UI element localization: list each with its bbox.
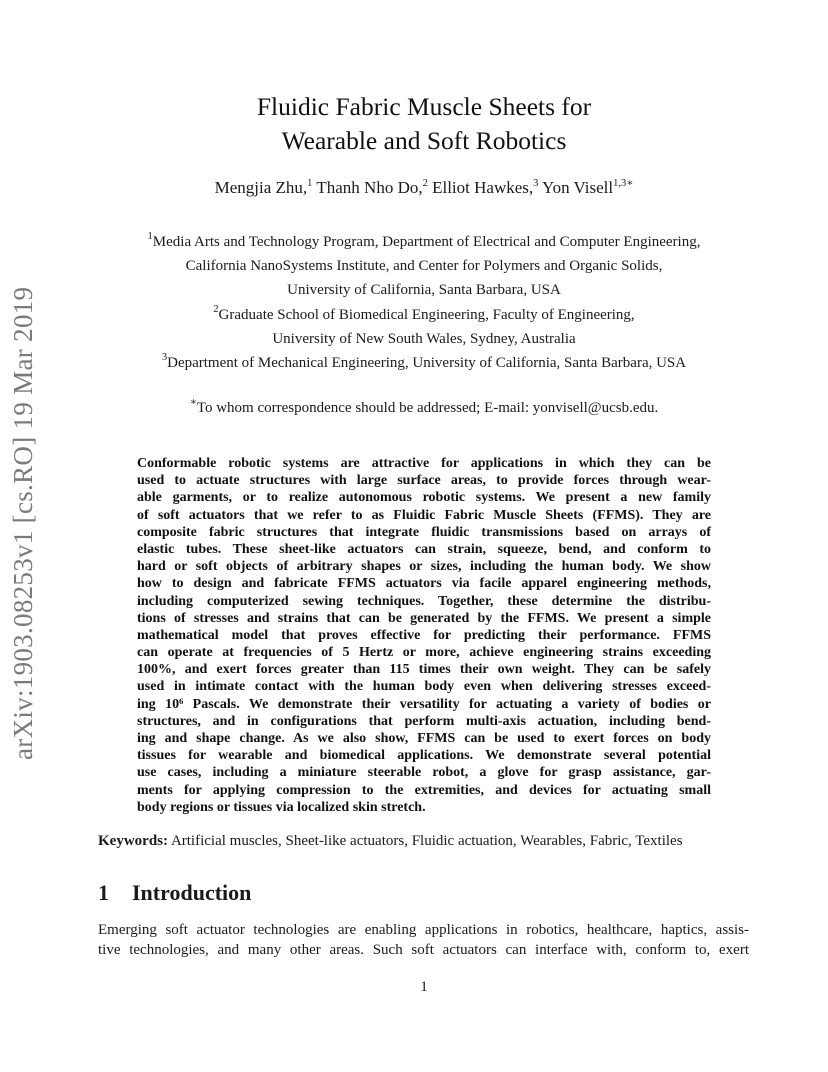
affiliation-line	[0, 230, 828, 254]
affiliation-text: University of California, Santa Barbara, USA	[287, 282, 561, 299]
intro-line: Emerging soft actuator technologies are enabling applications in robotics, healthcare, haptics, assis-	[98, 922, 749, 938]
page-number: 1	[420, 979, 428, 995]
abstract-line: tissues for wearable and biomedical applications. We demonstrate several potential	[137, 748, 711, 764]
affiliation-line	[0, 278, 828, 302]
correspondence-note	[0, 397, 828, 417]
abstract-line: ing 10⁶ Pascals. We demonstrate their versatility for actuating a variety of bodies or	[137, 696, 711, 712]
section-heading	[98, 880, 251, 906]
intro-paragraph	[98, 920, 749, 960]
author-name: Mengjia Zhu,	[214, 178, 308, 197]
affiliation-line	[0, 327, 828, 351]
affiliation-line	[0, 254, 828, 278]
abstract-line: elastic tubes. These sheet-like actuators can strain, squeeze, bend, and conform to	[137, 541, 711, 557]
affiliation-sup: 2	[213, 303, 219, 315]
title-line-1: Fluidic Fabric Muscle Sheets for	[256, 92, 592, 121]
abstract-line: of soft actuators that we refer to as Fluidic Fabric Muscle Sheets (FFMS). They are	[137, 507, 711, 523]
section-title: Introduction	[132, 880, 252, 905]
keywords-text: Artificial muscles, Sheet-like actuators, Fluidic actuation, Wearables, Fabric, Textiles	[170, 833, 683, 849]
affiliation-line	[0, 303, 828, 327]
affiliation-sup: 3	[161, 352, 168, 364]
author-affil-sup: 3	[533, 178, 539, 189]
paper-title	[0, 90, 828, 158]
abstract-line: used in intimate contact with the human body even when delivering stresses exceed-	[137, 679, 711, 695]
author-name: Yon Visell	[542, 178, 614, 197]
abstract-line: able garments, or to realize autonomous robotic systems. We present a new family	[137, 490, 711, 506]
abstract-line: ing and shape change. As we also show, FFMS can be used to exert forces on body	[137, 731, 711, 746]
abstract-line: how to design and fabricate FFMS actuators via facile apparel engineering methods,	[137, 576, 711, 592]
abstract-line: hard or soft objects of arbitrary shapes or sizes, including the human body. We show	[137, 559, 711, 575]
abstract-line: tions of stresses and strains that can be generated by the FFMS. We present a simple	[137, 610, 711, 626]
correspondence-text: To whom correspondence should be addressed; E-mail: yonvisell@ucsb.edu.	[196, 400, 659, 416]
affiliation-text: University of New South Wales, Sydney, Australia	[272, 330, 576, 347]
keywords	[98, 833, 683, 850]
author-name: Thanh Nho Do,	[316, 178, 423, 197]
abstract-line: Conformable robotic systems are attractive for applications in which they can be	[137, 456, 711, 471]
abstract-line: including computerized sewing techniques. Together, these determine the distribu-	[137, 593, 711, 609]
affiliation-text: Graduate School of Biomedical Engineering, Faculty of Engineering,	[218, 306, 635, 323]
abstract-line: ments for applying compression to the extremities, and devices for actuating small	[137, 782, 711, 798]
correspondence-sup: ∗	[189, 397, 197, 408]
arxiv-identifier-stamp: arXiv:1903.08253v1 [cs.RO] 19 Mar 2019	[8, 286, 38, 760]
affiliation-text: California NanoSystems Institute, and Center for Polymers and Organic Solids,	[185, 258, 663, 275]
abstract-line: structures, and in configurations that perform multi-axis actuation, including bend-	[137, 713, 711, 729]
abstract-line: can operate at frequencies of 5 Hertz or more, achieve engineering strains exceeding	[137, 645, 711, 661]
abstract-line: composite fabric structures that integrate fluidic transmissions based on arrays of	[137, 524, 711, 540]
author-affil-sup: 1	[307, 178, 313, 189]
abstract-line: used to actuate structures with large surface areas, to provide forces through wear-	[137, 473, 711, 489]
section-number: 1	[98, 880, 109, 905]
abstract-line: 100%, and exert forces greater than 115 times their own weight. They can be safely	[137, 662, 711, 678]
affiliation-text: Media Arts and Technology Program, Department of Electrical and Computer Engineering,	[152, 234, 701, 250]
affiliation-text: Department of Mechanical Engineering, University of California, Santa Barbara, USA	[167, 355, 687, 372]
affiliation-line	[0, 351, 828, 375]
author-name: Elliot Hawkes,	[432, 178, 534, 197]
author-list	[0, 178, 828, 198]
author-affil-sup: 1,3∗	[613, 178, 634, 189]
keywords-label: Keywords:	[98, 833, 168, 849]
abstract-line: mathematical model that proves effective for predicting their performance. FFMS	[137, 627, 711, 643]
intro-line: tive technologies, and many other areas. Such soft actuators can interface with, conform to, exert	[98, 942, 749, 958]
affiliation-sup: 1	[147, 231, 153, 242]
affiliations	[0, 230, 828, 375]
author-affil-sup: 2	[422, 178, 428, 189]
title-line-2: Wearable and Soft Robotics	[281, 126, 567, 155]
abstract-line: body regions or tissues via localized skin stretch.	[137, 799, 426, 815]
abstract-line: use cases, including a miniature steerable robot, a glove for grasp assistance, gar-	[137, 765, 711, 781]
abstract	[137, 455, 711, 816]
